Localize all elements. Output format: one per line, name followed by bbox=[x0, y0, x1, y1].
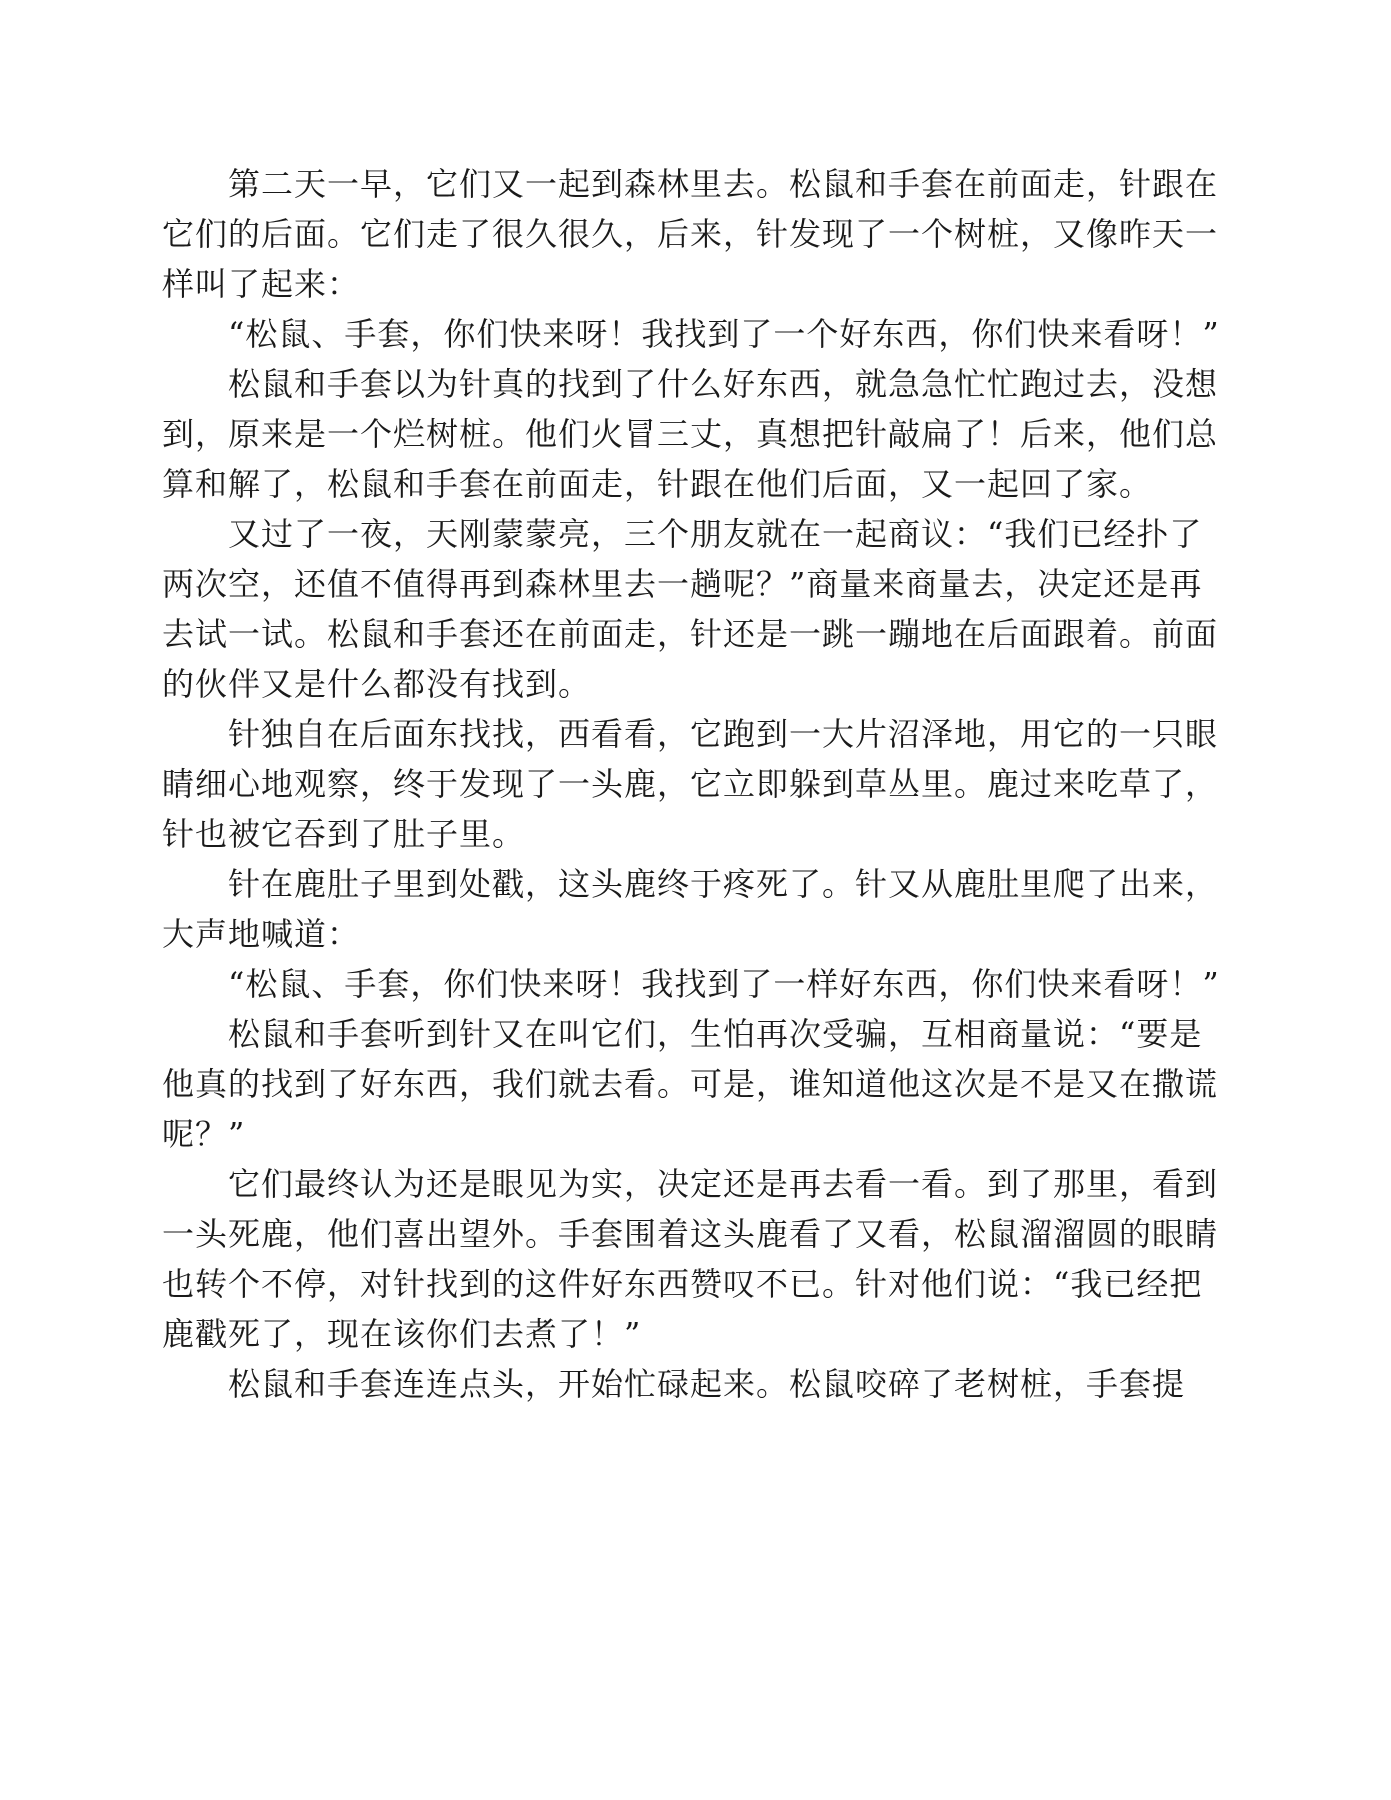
paragraph-7: “松鼠、手套，你们快来呀！我找到了一样好东西，你们快来看呀！” bbox=[228, 965, 1220, 1003]
story-text bbox=[162, 159, 1230, 1409]
paragraph-2: “松鼠、手套，你们快来呀！我找到了一个好东西，你们快来看呀！” bbox=[228, 315, 1220, 353]
paragraph-8: 松鼠和手套听到针又在叫它们，生怕再次受骗，互相商量说：“要是他真的找到了好东西，我们就去看。可是，谁知道他这次是不是又在撒谎呢？” bbox=[162, 1015, 1219, 1153]
paragraph-9: 它们最终认为还是眼见为实，决定还是再去看一看。到了那里，看到一头死鹿，他们喜出望外。手套围着这头鹿看了又看，松鼠溜溜圆的眼睛也转个不停，对针找到的这件好东西赞叹不已。针对他们说：“我已经把鹿戳死了，现在该你们去煮了！” bbox=[162, 1165, 1219, 1353]
paragraph-5: 针独自在后面东找找，西看看，它跑到一大片沼泽地，用它的一只眼睛细心地观察，终于发现了一头鹿，它立即躲到草丛里。鹿过来吃草了，针也被它吞到了肚子里。 bbox=[162, 715, 1219, 853]
paragraph-1: 第二天一早，它们又一起到森林里去。松鼠和手套在前面走，针跟在它们的后面。它们走了很久很久，后来，针发现了一个树桩，又像昨天一样叫了起来： bbox=[162, 165, 1219, 303]
paragraph-10: 松鼠和手套连连点头，开始忙碌起来。松鼠咬碎了老树桩，手套提 bbox=[228, 1365, 1186, 1403]
paragraph-6: 针在鹿肚子里到处戳，这头鹿终于疼死了。针又从鹿肚里爬了出来，大声地喊道： bbox=[162, 865, 1219, 953]
paragraph-3: 松鼠和手套以为针真的找到了什么好东西，就急急忙忙跑过去，没想到，原来是一个烂树桩。他们火冒三丈，真想把针敲扁了！后来，他们总算和解了，松鼠和手套在前面走，针跟在他们后面，又一起回了家。 bbox=[162, 365, 1219, 503]
paragraph-4: 又过了一夜，天刚蒙蒙亮，三个朋友就在一起商议：“我们已经扑了两次空，还值不值得再到森林里去一趟呢？”商量来商量去，决定还是再去试一试。松鼠和手套还在前面走，针还是一跳一蹦地在后面跟着。前面的伙伴又是什么都没有找到。 bbox=[162, 515, 1219, 703]
